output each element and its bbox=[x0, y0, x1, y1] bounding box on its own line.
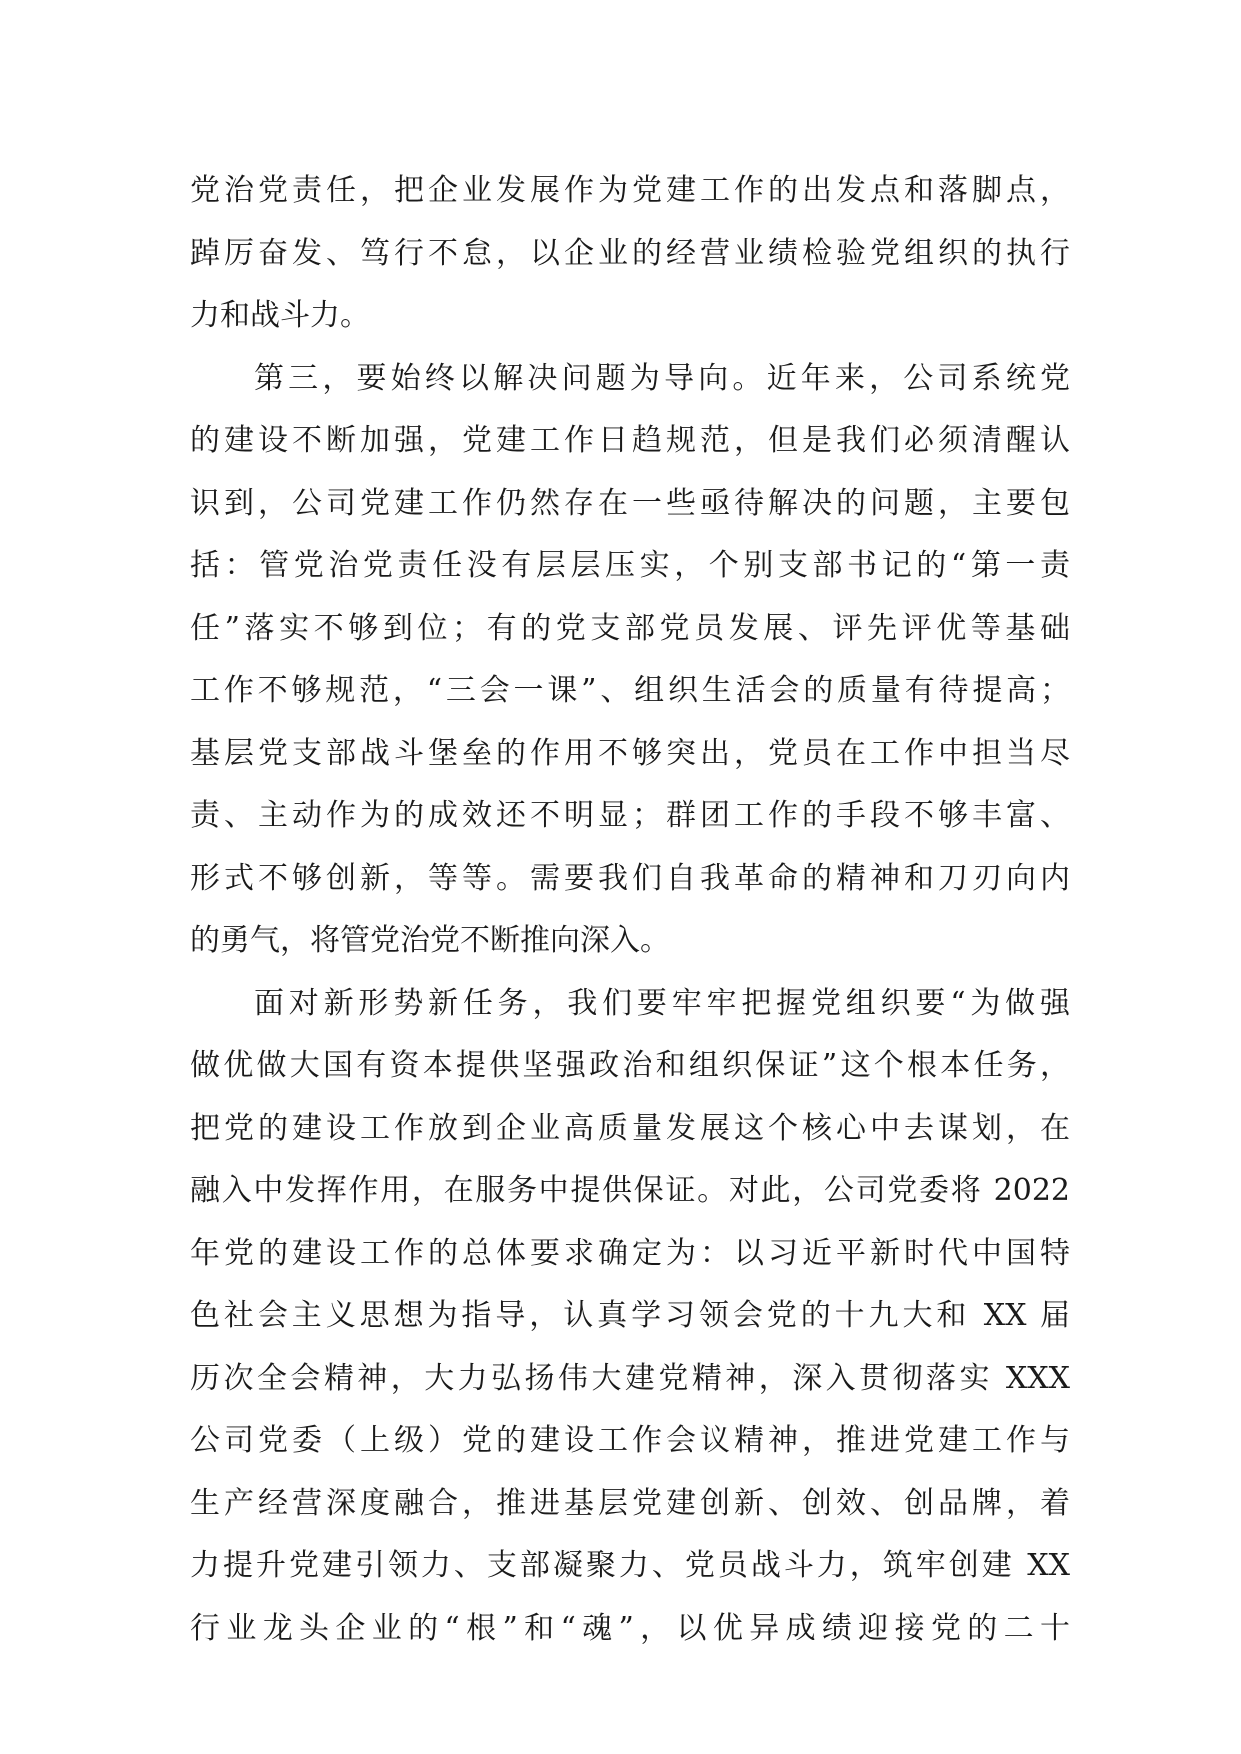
text-line: 的勇气，将管党治党不断推向深入。 bbox=[190, 923, 670, 958]
text-line: 做优做大国有资本提供坚强政治和组织保证”这个根本任务， bbox=[190, 1048, 1070, 1083]
text-line: 括：管党治党责任没有层层压实，个别支部书记的“第一责 bbox=[190, 548, 1070, 583]
text-line: 形式不够创新，等等。需要我们自我革命的精神和刀刃向内 bbox=[190, 860, 1070, 896]
text-line: 行业龙头企业的“根”和“魂”，以优异成绩迎接党的二十 bbox=[190, 1610, 1070, 1646]
text-line: 识到，公司党建工作仍然存在一些亟待解决的问题，主要包 bbox=[190, 485, 1070, 521]
text-line: 基层党支部战斗堡垒的作用不够突出，党员在工作中担当尽 bbox=[190, 735, 1070, 771]
text-line: 责、主动作为的成效还不明显；群团工作的手段不够丰富、 bbox=[190, 798, 1070, 833]
text-line: 任”落实不够到位；有的党支部党员发展、评先评优等基础 bbox=[190, 610, 1070, 646]
text-line: 公司党委（上级）党的建设工作会议精神，推进党建工作与 bbox=[190, 1423, 1070, 1458]
body-text bbox=[190, 160, 1070, 1660]
text-line: 力提升党建引领力、支部凝聚力、党员战斗力，筑牢创建 XX bbox=[190, 1548, 1070, 1583]
text-line: 工作不够规范，“三会一课”、组织生活会的质量有待提高； bbox=[190, 673, 1070, 708]
text-line: 年党的建设工作的总体要求确定为：以习近平新时代中国特 bbox=[190, 1235, 1070, 1271]
text-line: 党治党责任，把企业发展作为党建工作的出发点和落脚点， bbox=[190, 173, 1070, 208]
paragraph-start-line: 面对新形势新任务，我们要牢牢把握党组织要“为做强 bbox=[254, 985, 1070, 1021]
text-line: 的建设不断加强，党建工作日趋规范，但是我们必须清醒认 bbox=[190, 423, 1070, 458]
text-line: 生产经营深度融合，推进基层党建创新、创效、创品牌，着 bbox=[190, 1485, 1070, 1521]
text-line: 力和战斗力。 bbox=[190, 298, 370, 333]
text-line: 踔厉奋发、笃行不怠，以企业的经营业绩检验党组织的执行 bbox=[190, 235, 1070, 271]
text-line: 历次全会精神，大力弘扬伟大建党精神，深入贯彻落实 XXX bbox=[190, 1360, 1070, 1396]
text-line: 色社会主义思想为指导，认真学习领会党的十九大和 XX 届 bbox=[190, 1298, 1070, 1333]
paragraph-start-line: 第三，要始终以解决问题为导向。近年来，公司系统党 bbox=[254, 360, 1070, 396]
text-line: 融入中发挥作用，在服务中提供保证。对此，公司党委将 2022 bbox=[190, 1173, 1070, 1208]
text-line: 把党的建设工作放到企业高质量发展这个核心中去谋划，在 bbox=[190, 1110, 1070, 1146]
